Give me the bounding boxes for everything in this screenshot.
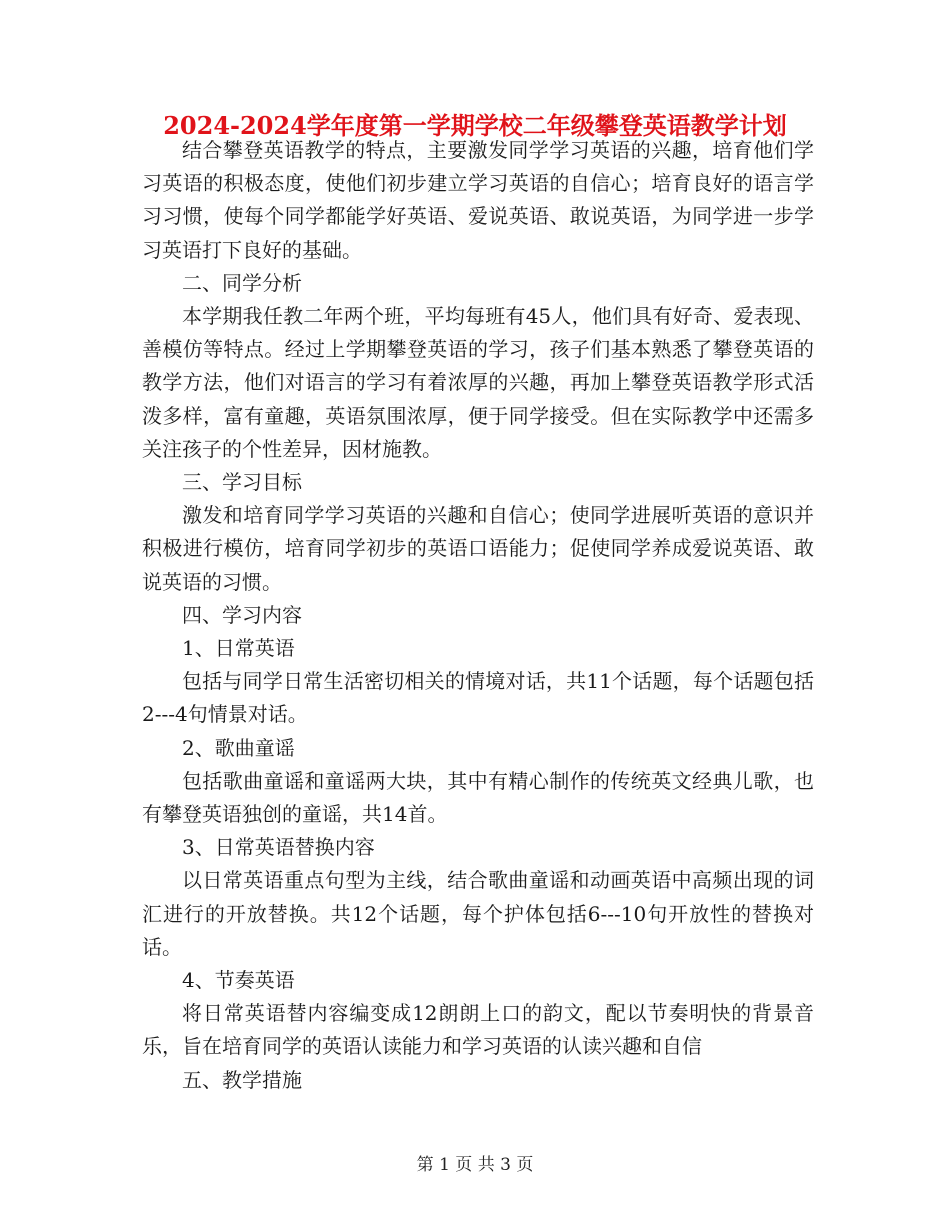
item-heading-rhythm-english: 4、节奏英语 (182, 968, 295, 993)
item-heading-daily-english: 1、日常英语 (182, 636, 295, 661)
intro-paragraph: 结合攀登英语教学的特点，主要激发同学学习英语的兴趣，培育他们学习英语的积极态度，使他们初步建立学习英语的自信心；培育良好的语言学习习惯，使每个同学都能学好英语、爱说英语、敢说英语，为同学进一步学习英语打下良好的基础。 (142, 138, 814, 262)
rhythm-english-paragraph: 将日常英语替内容编变成12朗朗上口的韵文，配以节奏明快的背景音乐，旨在培育同学的英语认读能力和学习英语的认读兴趣和自信 (142, 1001, 814, 1059)
section-heading-teaching-measures: 五、教学措施 (182, 1067, 302, 1092)
daily-english-paragraph: 包括与同学日常生活密切相关的情境对话，共11个话题，每个话题包括2---4句情景对话。 (142, 669, 814, 727)
page-footer: 第 1 页 共 3 页 (416, 1155, 534, 1175)
songs-rhymes-paragraph: 包括歌曲童谣和童谣两大块，其中有精心制作的传统英文经典儿歌，也有攀登英语独创的童谣，共14首。 (142, 768, 814, 827)
student-analysis-paragraph: 本学期我任教二年两个班，平均每班有45人，他们具有好奇、爱表现、善模仿等特点。经过上学期攀登英语的学习，孩子们基本熟悉了攀登英语的教学方法，他们对语言的学习有着浓厚的兴趣，再加上攀登英语教学形式活泼多样，富有童趣，英语氛围浓厚，便于同学接受。但在实际教学中还需多关注孩子的个性差异，因材施教。 (142, 304, 814, 461)
section-heading-learning-content: 四、学习内容 (182, 602, 302, 627)
substitution-paragraph: 以日常英语重点句型为主线，结合歌曲童谣和动画英语中高频出现的词汇进行的开放替换。共12个话题，每个护体包括6---10句开放性的替换对话。 (142, 868, 814, 959)
learning-goals-paragraph: 激发和培育同学学习英语的兴趣和自信心；使同学进展听英语的意识并积极进行模仿，培育同学初步的英语口语能力；促使同学养成爱说英语、敢说英语的习惯。 (142, 503, 814, 594)
document-body (142, 134, 814, 1097)
section-heading-learning-goals: 三、学习目标 (182, 470, 302, 495)
item-heading-songs-rhymes: 2、歌曲童谣 (182, 735, 295, 760)
document-title: 2024-2024学年度第一学期学校二年级攀登英语教学计划 (163, 111, 787, 140)
section-heading-student-analysis: 二、同学分析 (182, 270, 302, 295)
item-heading-substitution: 3、日常英语替换内容 (182, 835, 375, 860)
